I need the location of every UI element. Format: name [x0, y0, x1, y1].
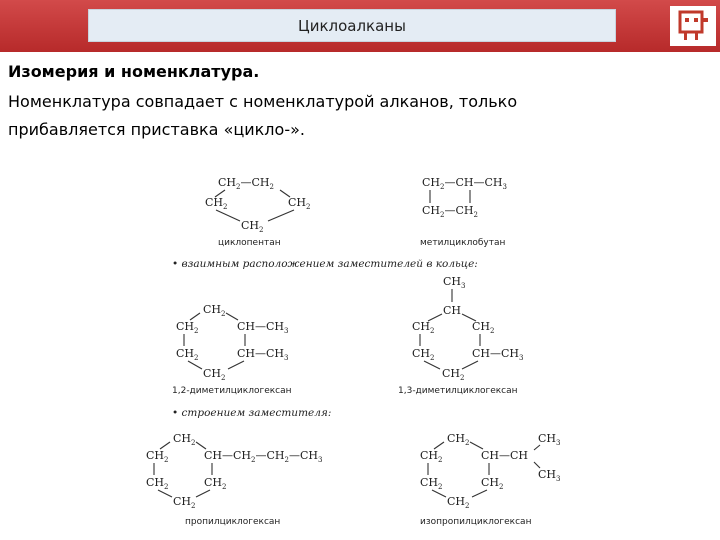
svg-text:CH—CH: CH—CH	[481, 449, 529, 462]
svg-text:CH2: $CH_2$	[481, 476, 504, 491]
svg-text:CH2: $CH_2$	[412, 320, 435, 335]
svg-text:CH2: $CH_2$	[203, 367, 226, 382]
svg-text:CH2—CH—CH3: $CH_2—CH—CH_3$	[422, 176, 507, 191]
svg-text:CH2—CH2: $CH_2—CH_2$	[422, 204, 478, 219]
caption-cyclopentane: циклопентан	[218, 238, 281, 248]
svg-text:CH3: $CH_3$	[538, 432, 561, 447]
slide-title: Циклоалканы	[88, 9, 616, 42]
svg-text:CH—CH3: $CH—CH_3$	[237, 320, 289, 335]
svg-text:CH2: $CH_2$	[412, 347, 435, 362]
svg-text:CH—CH3: $CH—CH_3$	[237, 347, 289, 362]
svg-text:CH2: $CH_2$	[447, 432, 470, 447]
caption-dimethyl12: 1,2-диметилциклогексан	[172, 386, 292, 396]
svg-text:CH: CH	[443, 304, 462, 317]
svg-text:CH2: $CH_2$	[241, 219, 264, 234]
svg-text:CH3: $CH_3$	[538, 468, 561, 483]
svg-text:CH2: $CH_2$	[176, 320, 199, 335]
svg-text:CH2: $CH_2$	[173, 432, 196, 447]
paragraph-line: прибавляется приставка «цикло-».	[8, 120, 305, 139]
dimethylcyclohexane-12-structure	[172, 303, 292, 396]
caption-dimethyl13: 1,3-диметилциклогексан	[398, 386, 518, 396]
note-substituent-position: • взаимным расположением заместителей в кольце:	[172, 258, 478, 270]
isopropylcyclohexane-structure	[420, 432, 560, 527]
svg-text:CH2: $CH_2$	[173, 495, 196, 510]
methylcyclobutane-structure	[420, 176, 507, 248]
svg-text:CH2: $CH_2$	[146, 449, 169, 464]
svg-text:CH—CH2—CH2—CH3: $CH—CH_2—CH_2—CH_3$	[204, 449, 323, 464]
svg-text:CH2: $CH_2$	[146, 476, 169, 491]
svg-text:CH2: $CH_2$	[205, 196, 228, 211]
caption-methylcyclobutane: метилциклобутан	[420, 238, 506, 248]
svg-text:CH2: $CH_2$	[420, 476, 443, 491]
svg-text:CH2: $CH_2$	[288, 196, 311, 211]
section-heading: Изомерия и номенклатура.	[8, 62, 260, 81]
svg-text:CH2: $CH_2$	[442, 367, 465, 382]
cyclopentane-structure	[205, 176, 310, 248]
svg-text:CH—CH3: $CH—CH_3$	[472, 347, 524, 362]
svg-text:CH2: $CH_2$	[420, 449, 443, 464]
svg-text:CH2: $CH_2$	[472, 320, 495, 335]
caption-propyl: пропилциклогексан	[185, 517, 281, 527]
svg-text:CH2: $CH_2$	[204, 476, 227, 491]
paragraph-line: Номенклатура совпадает с номенклатурой алканов, только	[8, 92, 518, 111]
svg-text:CH3: $CH_3$	[443, 275, 466, 290]
caption-isopropyl: изопропилциклогексан	[420, 517, 532, 527]
svg-text:CH2: $CH_2$	[447, 495, 470, 510]
propylcyclohexane-structure	[146, 432, 322, 527]
svg-text:CH2—CH2: $CH_2—CH_2$	[218, 176, 274, 191]
note-substituent-structure: • строением заместителя:	[172, 407, 332, 419]
svg-text:CH2: $CH_2$	[176, 347, 199, 362]
dimethylcyclohexane-13-structure	[398, 275, 524, 396]
svg-text:CH2: $CH_2$	[203, 303, 226, 318]
